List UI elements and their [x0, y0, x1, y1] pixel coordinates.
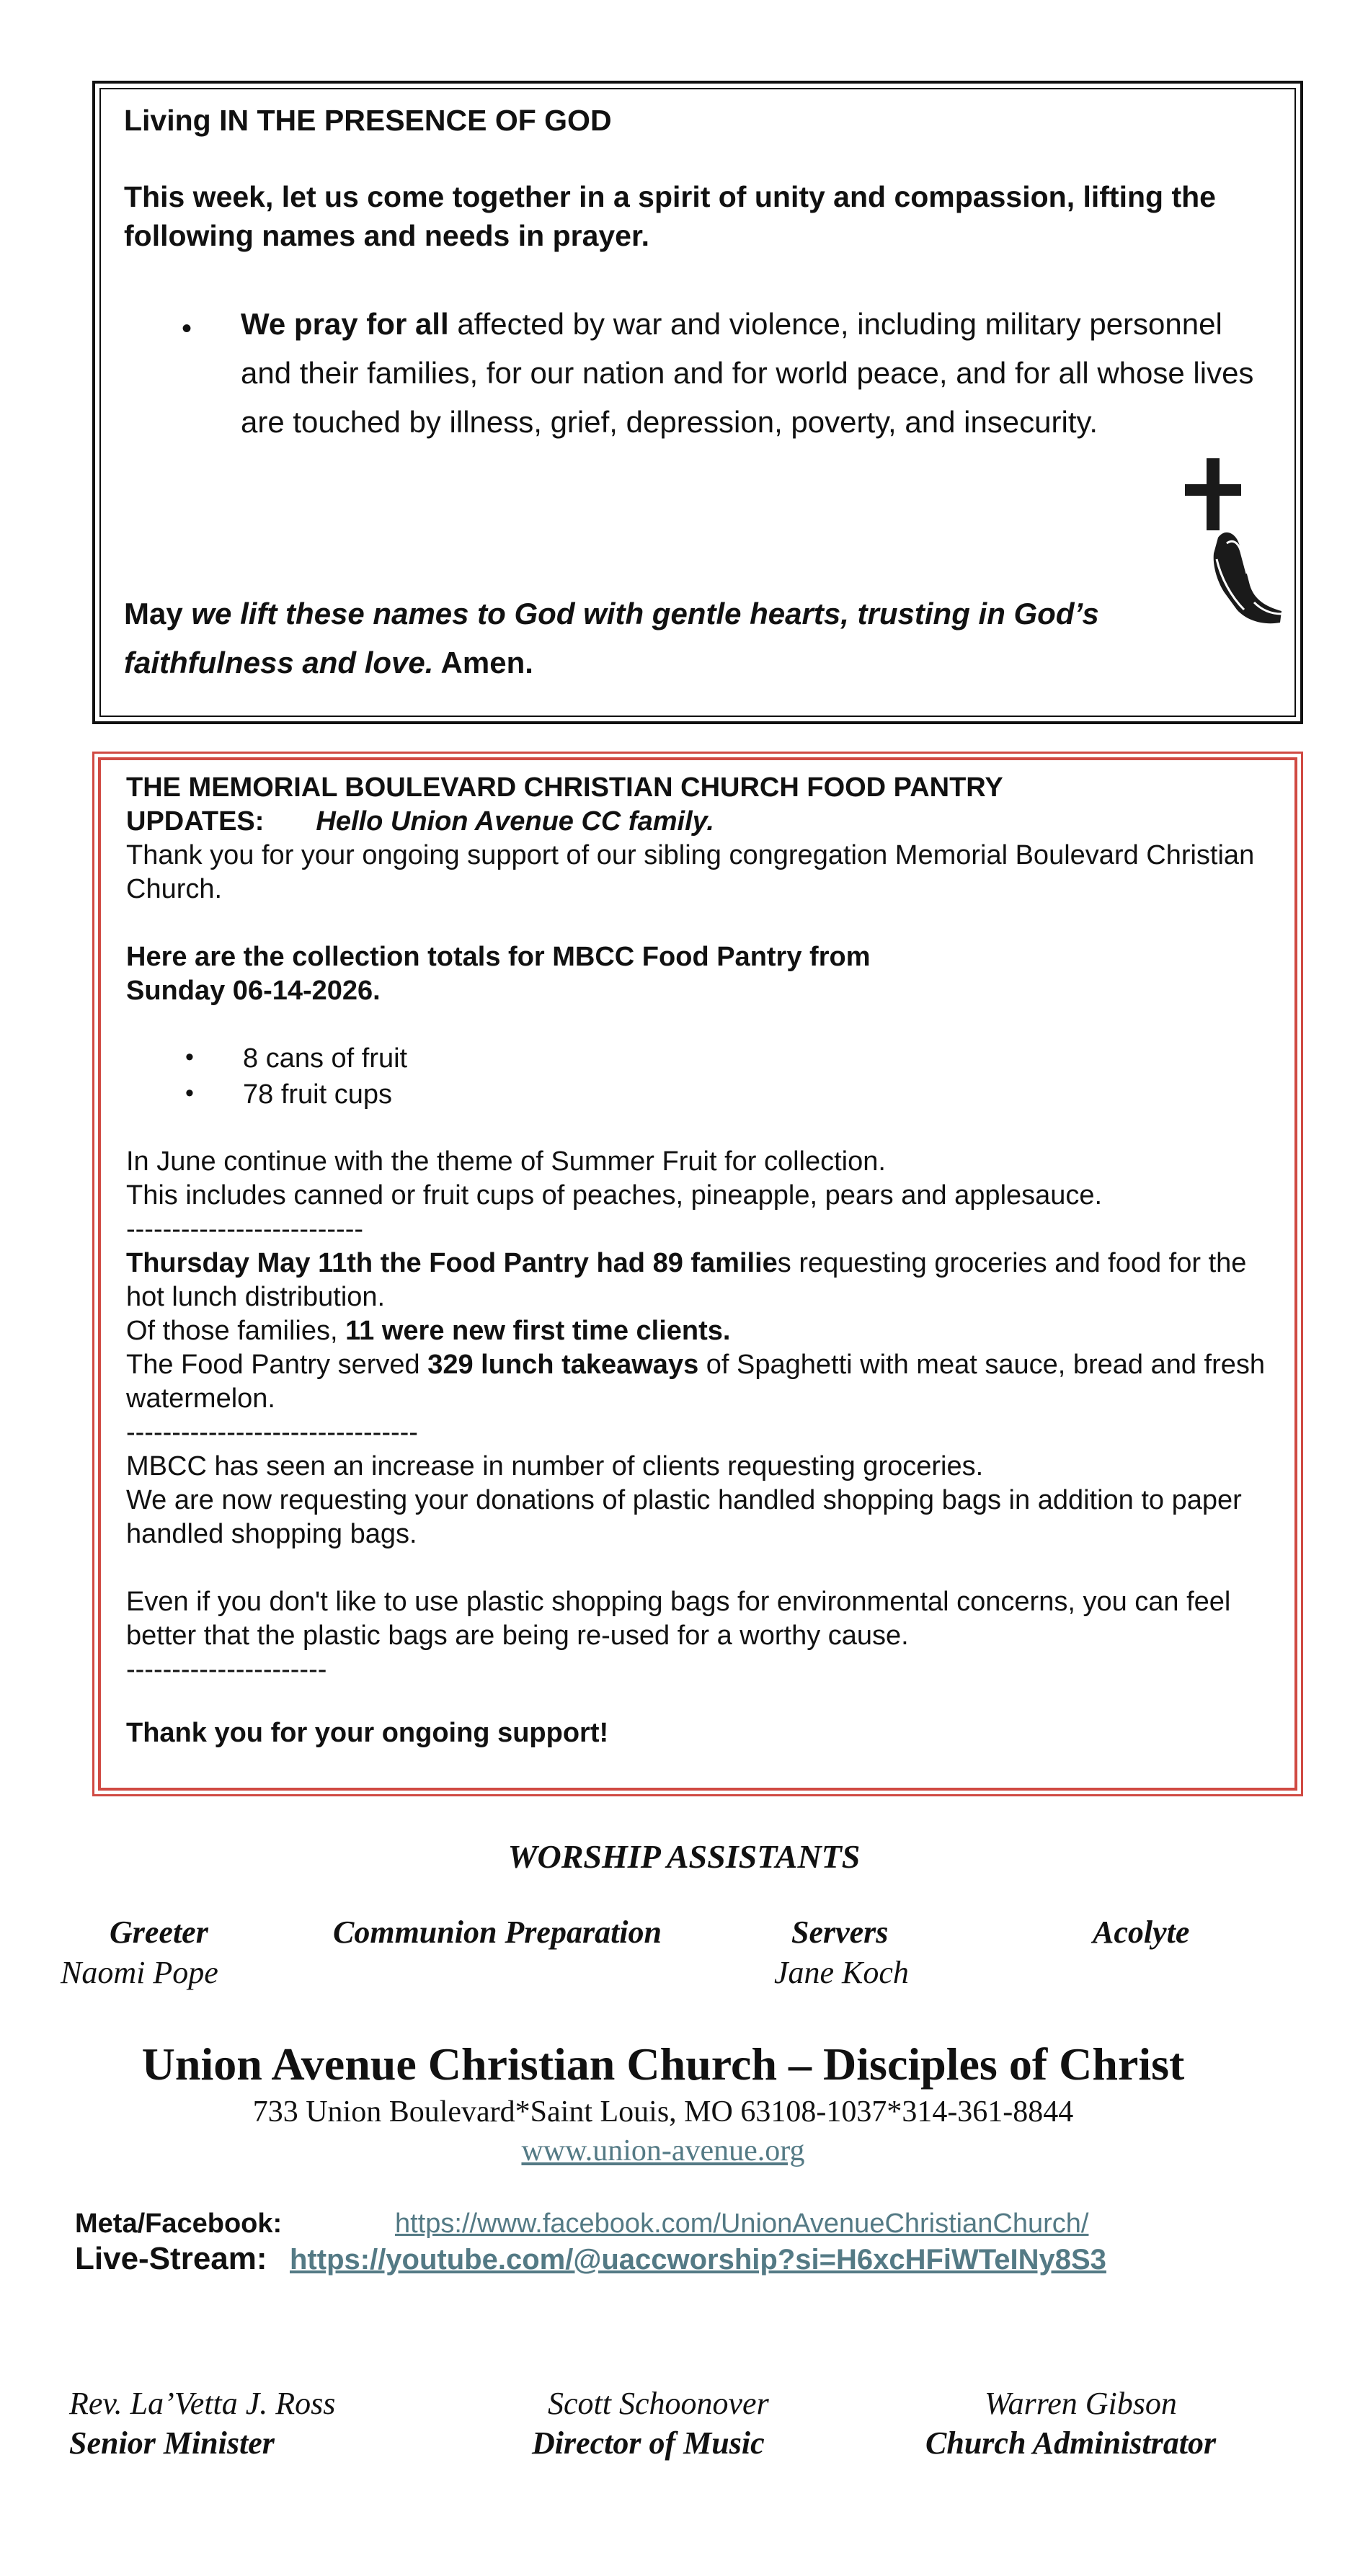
facebook-label: Meta/Facebook: [75, 2209, 283, 2239]
pantry-item: 8 cans of fruit [243, 1043, 408, 1074]
staff-name-minister: Rev. La’Vetta J. Ross [69, 2386, 336, 2421]
pantry-greeting: Hello Union Avenue CC family. [316, 806, 714, 837]
praying-hands-cross-icon [1175, 458, 1283, 631]
pantry-totals-line2: Sunday 06-14-2026. [126, 976, 381, 1006]
bullet-icon: • [182, 313, 192, 344]
prayer-bullet-bold: We pray for all [241, 307, 449, 341]
facebook-link[interactable]: https://www.facebook.com/UnionAvenueChristianChurch/ [395, 2209, 1089, 2239]
role-servers: Servers [791, 1915, 889, 1950]
bullet-icon: • [185, 1079, 194, 1107]
church-address: 733 Union Boulevard*Saint Louis, MO 63108-1037*314-361-8844 [252, 2095, 1074, 2129]
staff-name-administrator: Warren Gibson [985, 2386, 1177, 2421]
church-website-link[interactable]: www.union-avenue.org [521, 2134, 805, 2167]
pantry-divider: -------------------------- [126, 1214, 364, 1244]
pantry-served: The Food Pantry served 329 lunch takeaways of Spaghetti with meat sauce, bread and fresh watermelon. [126, 1350, 1266, 1414]
pantry-closing: Thank you for your ongoing support! [126, 1718, 609, 1748]
pantry-totals-line1: Here are the collection totals for MBCC Food Pantry from [126, 942, 871, 972]
pantry-increase: MBCC has seen an increase in number of clients requesting groceries. [126, 1451, 984, 1481]
prayer-closing-suffix: Amen. [433, 646, 533, 679]
prayer-heading-prefix: Living [124, 104, 220, 137]
pantry-title-line1: THE MEMORIAL BOULEVARD CHRISTIAN CHURCH FOOD PANTRY [126, 772, 1003, 803]
staff-name-music: Scott Schoonover [548, 2386, 769, 2421]
pantry-theme-line2: This includes canned or fruit cups of peaches, pineapple, pears and applesauce. [126, 1180, 1103, 1211]
prayer-closing-prefix: May [124, 597, 192, 630]
servers-name: Jane Koch [774, 1955, 909, 1990]
prayer-heading-main: IN THE PRESENCE OF GOD [219, 104, 612, 137]
prayer-box [92, 81, 1303, 724]
role-greeter: Greeter [110, 1915, 208, 1950]
prayer-bullet-text: affected by war and violence, including military personnel and their families, for our nation and for world peace, and for all whose lives are touched by illness, grief, depression, poverty, and insecurity. [241, 307, 1254, 439]
prayer-closing-italic: we lift these names to God with gentle hearts, trusting in God’s faithfulness and love. [124, 597, 1099, 679]
pantry-environment: Even if you don't like to use plastic shopping bags for environmental concerns, you can feel better that the plastic bags are being re-used for a worthy cause. [126, 1587, 1231, 1651]
prayer-heading [124, 104, 612, 138]
pantry-theme-line1: In June continue with the theme of Summer Fruit for collection. [126, 1146, 886, 1177]
role-acolyte: Acolyte [1093, 1915, 1190, 1950]
livestream-link[interactable]: https://youtube.com/@uaccworship?si=H6xcHFiWTeINy8S3 [290, 2244, 1106, 2276]
pantry-thursday: Thursday May 11th the Food Pantry had 89 families requesting groceries and food for the hot lunch distribution. [126, 1248, 1247, 1312]
pantry-request: We are now requesting your donations of plastic handled shopping bags in addition to paper handled shopping bags. [126, 1485, 1242, 1549]
bullet-icon: • [185, 1043, 194, 1071]
livestream-label: Live-Stream: [75, 2241, 267, 2276]
pantry-divider: -------------------------------- [126, 1417, 418, 1448]
pantry-new-clients: Of those families, 11 were new first time clients. [126, 1316, 731, 1346]
pantry-title-line2: UPDATES: Hello Union Avenue CC family. [126, 806, 714, 837]
worship-assistants-title: WORSHIP ASSISTANTS [507, 1838, 861, 1875]
staff-title-minister: Senior Minister [69, 2425, 275, 2461]
greeter-name: Naomi Pope [61, 1955, 218, 1990]
staff-title-music: Director of Music [532, 2425, 765, 2461]
prayer-intro: This week, let us come together in a spirit of unity and compassion, lifting the following names and needs in prayer. [124, 180, 1216, 252]
church-name: Union Avenue Christian Church – Disciples of Christ [141, 2038, 1185, 2090]
pantry-item: 78 fruit cups [243, 1079, 392, 1110]
pantry-divider: ---------------------- [126, 1654, 327, 1685]
role-communion-preparation: Communion Preparation [333, 1915, 662, 1950]
food-pantry-box [92, 752, 1303, 1796]
pantry-thanks: Thank you for your ongoing support of our sibling congregation Memorial Boulevard Christian Church. [126, 840, 1255, 904]
prayer-bullet [241, 300, 1264, 447]
prayer-closing [124, 589, 1191, 687]
staff-title-administrator: Church Administrator [925, 2425, 1217, 2461]
